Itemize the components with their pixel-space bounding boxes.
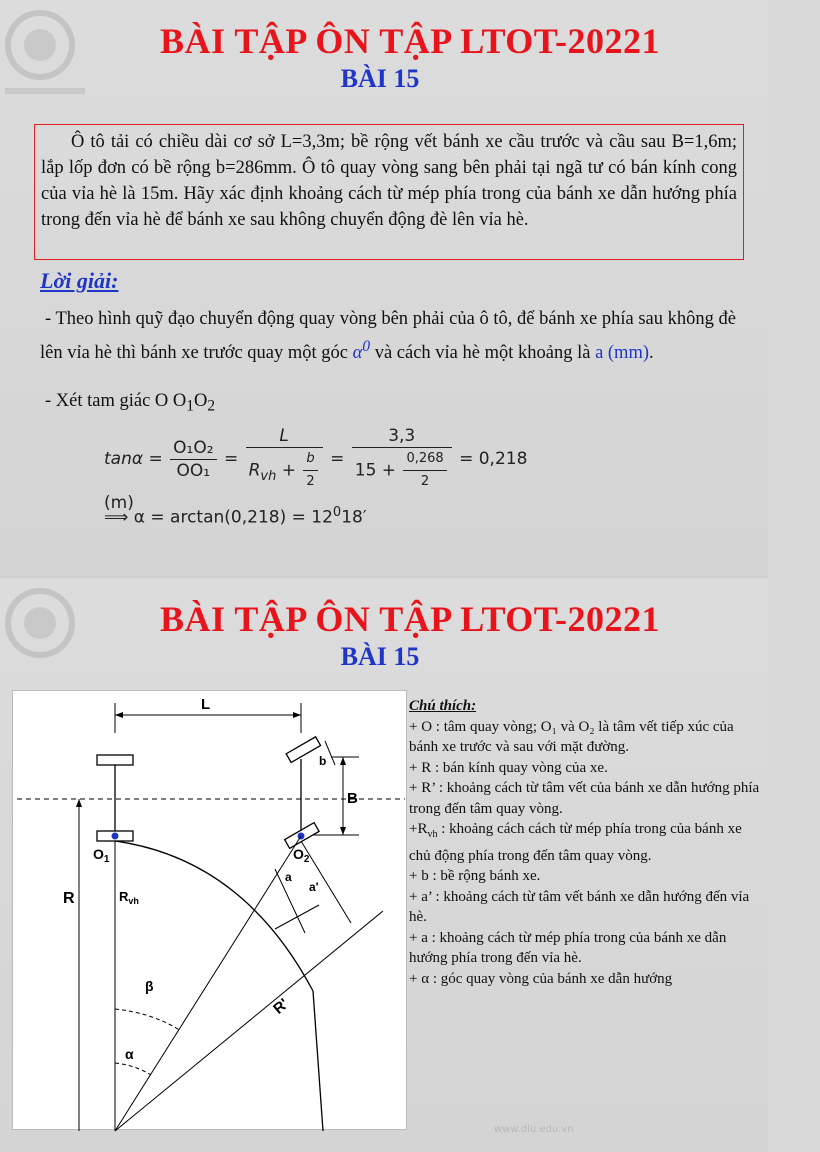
front-outer-wheel [286, 737, 320, 763]
rear-outer-wheel [97, 755, 133, 765]
label-O1: $O_1$ [93, 846, 110, 865]
label-a-prime: a' [309, 880, 319, 894]
label-beta: β [145, 978, 154, 994]
solution-paragraph-1: - Theo hình quỹ đạo chuyển động quay vòng bên phải của ô tô, để bánh xe phía sau không đè lên vỉa hè thì bánh xe trước quay một góc $\alpha^0$ và cách vỉa hè một khoảng là a (mm). [40, 309, 736, 364]
legend-item-rvh: $+R_{vh}$ : khoảng cách cách từ mép phía trong của bánh xe chủ động phía trong đến tâm quay vòng. [409, 821, 742, 864]
slide-subtitle: BÀI 15 [340, 642, 420, 671]
label-O2: $O_2$ [293, 846, 310, 865]
label-L: L [201, 696, 211, 713]
label-R: R [63, 890, 75, 907]
slide-title: BÀI TẬP ÔN TẬP LTOT-20221 [159, 21, 660, 61]
label-alpha: α [125, 1046, 134, 1062]
legend-item-a: + a : khoảng cách từ mép phía trong của bánh xe dẫn hướng phía trong đến vỉa hè. [409, 929, 727, 966]
legend-heading: Chú thích: [409, 698, 477, 714]
tan-alpha-equation: tanα = $\frac{\text{O₁O₂}}{\text{OO₁}}$ = L $R_{vh}$ + $\frac{b}{2}$ = 3,3 15 + $\frac{0,268}{2}$ = 0,218 (m) [104, 426, 528, 513]
legend-item-alpha: + α : góc quay vòng của bánh xe dẫn hướng [409, 970, 673, 987]
legend-item-o: + O : tâm quay vòng; O₁ và O₂ là tâm vết tiếp xúc của bánh xe trước và sau với mặt đường. [409, 718, 734, 755]
label-R-prime: R' [270, 995, 293, 1018]
label-b: b [319, 754, 327, 768]
legend-item-a-prime: + a’ : khoảng cách từ tâm vết bánh xe dẫn hướng đến vỉa hè. [409, 888, 750, 925]
website-watermark: www.dlu.edu.vn [494, 1124, 574, 1135]
legend-item-r-prime: + R’ : khoảng cách từ tâm vết của bánh xe dẫn hướng phía trong đến tâm quay vòng. [409, 780, 760, 817]
problem-statement: Ô tô tải có chiều dài cơ sở L=3,3m; bề rộng vết bánh xe cầu trước và cầu sau B=1,6m; lắp lốp đơn có bề rộng b=286mm. Ô tô quay vòng sang bên phải tại ngã tư có bán kính cong của vỉa hè là 15m. Hãy xác định khoảng cách từ mép phía trong của bánh xe dẫn hướng phía trong đến vỉa hè để bánh xe sau không chuyển động đè lên vỉa hè. [34, 124, 744, 260]
slide-title: BÀI TẬP ÔN TẬP LTOT-20221 [159, 599, 660, 639]
slide-1 [0, 0, 768, 576]
legend-item-r: + R : bán kính quay vòng của xe. [409, 759, 608, 776]
arctan-equation: ⟹ $\alpha = \arctan(0,218) = 12^018'$ [104, 505, 367, 528]
legend [409, 696, 761, 989]
legend-item-b: + b : bề rộng bánh xe. [409, 868, 541, 884]
label-B: B [347, 790, 358, 807]
slide-2 [0, 576, 768, 1152]
turning-diagram [12, 690, 407, 1130]
point-O1 [112, 833, 119, 840]
label-a: a [285, 870, 292, 884]
alpha-symbol: $\alpha^0$ [352, 338, 371, 364]
slide-subtitle: BÀI 15 [340, 64, 420, 93]
solution-paragraph-2: - Xét tam giác O $O_1O_2$ [45, 391, 216, 415]
solution-heading: Lời giải: [40, 268, 119, 293]
label-Rvh: $R_{vh}$ [119, 889, 139, 906]
